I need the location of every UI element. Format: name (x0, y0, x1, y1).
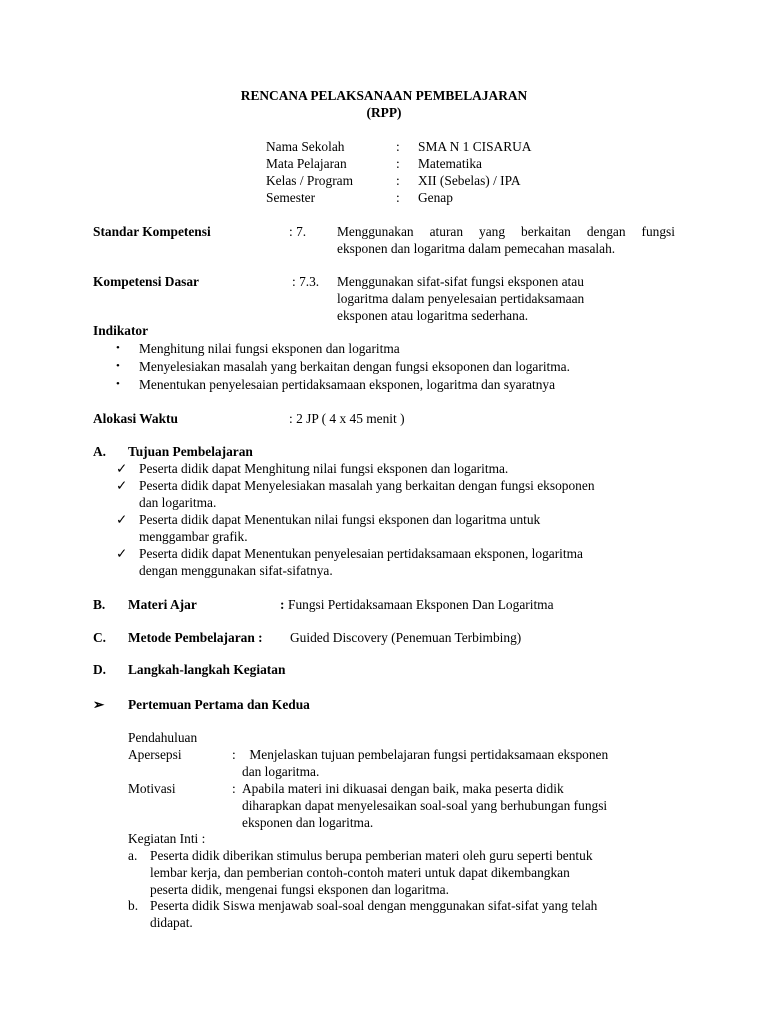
identity-label: Kelas / Program (266, 173, 354, 188)
indikator-item: Menentukan penyelesaian pertidaksamaan eksponen, logaritma dan syaratnya (139, 377, 556, 392)
motivasi-text: eksponen dan logaritma. (242, 815, 374, 830)
list-letter: b. (128, 898, 139, 913)
tujuan-item-continued: dengan menggunakan sifat-sifatnya. (139, 563, 333, 578)
standar-kompetensi-number: : 7. (289, 224, 307, 239)
section-letter: C. (93, 630, 107, 645)
kegiatan-inti-item-continued: didapat. (150, 915, 193, 930)
tujuan-item: Peserta didik dapat Menghitung nilai fungsi eksponen dan logaritma. (139, 461, 509, 476)
tujuan-heading: Tujuan Pembelajaran (128, 444, 253, 459)
section-letter: A. (93, 444, 107, 459)
motivasi-text: diharapkan dapat menyelesaikan soal-soal yang berhubungan fungsi (242, 798, 608, 813)
identity-label: Semester (266, 190, 316, 205)
standar-kompetensi-text: Menggunakan aturan yang berkaitan dengan fungsi (337, 224, 675, 239)
identity-colon: : (396, 139, 400, 154)
kompetensi-dasar-text: eksponen atau logaritma sederhana. (337, 308, 529, 323)
section-letter: D. (93, 662, 107, 677)
document-title: RENCANA PELAKSANAAN PEMBELAJARAN (240, 88, 528, 103)
kegiatan-inti-label: Kegiatan Inti : (128, 831, 206, 846)
bullet-icon: • (116, 378, 120, 390)
materi-colon: : (280, 597, 285, 612)
materi-value: Fungsi Pertidaksamaan Eksponen Dan Logaritma (288, 597, 554, 612)
checkmark-icon: ✓ (116, 461, 128, 476)
apersepsi-text: Menjelaskan tujuan pembelajaran fungsi pertidaksamaan eksponen (246, 747, 609, 762)
checkmark-icon: ✓ (116, 546, 128, 561)
identity-colon: : (396, 156, 400, 171)
motivasi-label: Motivasi (128, 781, 176, 796)
kegiatan-inti-item-continued: peserta didik, mengenai fungsi eksponen dan logaritma. (150, 882, 449, 897)
section-letter: B. (93, 597, 106, 612)
standar-kompetensi-text: eksponen dan logaritma dalam pemecahan masalah. (337, 241, 616, 256)
alokasi-waktu-label: Alokasi Waktu (93, 411, 178, 426)
apersepsi-text: dan logaritma. (242, 764, 320, 779)
identity-value: SMA N 1 CISARUA (418, 139, 532, 154)
pertemuan-heading: Pertemuan Pertama dan Kedua (128, 697, 310, 712)
identity-value: XII (Sebelas) / IPA (418, 173, 521, 188)
checkmark-icon: ✓ (116, 512, 128, 527)
kompetensi-dasar-text: logaritma dalam penyelesaian pertidaksamaan (337, 291, 585, 306)
alokasi-waktu-value: : 2 JP ( 4 x 45 menit ) (289, 411, 405, 426)
apersepsi-colon: : (232, 747, 236, 762)
bullet-icon: • (116, 360, 120, 372)
identity-colon: : (396, 173, 400, 188)
kompetensi-dasar-label: Kompetensi Dasar (93, 274, 200, 289)
indikator-item: Menghitung nilai fungsi eksponen dan logaritma (139, 341, 400, 356)
indikator-label: Indikator (93, 323, 149, 338)
kompetensi-dasar-text: Menggunakan sifat-sifat fungsi eksponen atau (337, 274, 584, 289)
metode-value: Guided Discovery (Penemuan Terbimbing) (290, 630, 522, 645)
identity-value: Matematika (418, 156, 482, 171)
tujuan-item: Peserta didik dapat Menentukan nilai fungsi eksponen dan logaritma untuk (139, 512, 541, 527)
metode-heading: Metode Pembelajaran : (128, 630, 263, 645)
indikator-item: Menyelesiakan masalah yang berkaitan dengan fungsi eksoponen dan logaritma. (139, 359, 570, 374)
identity-label: Nama Sekolah (266, 139, 345, 154)
langkah-heading: Langkah-langkah Kegiatan (128, 662, 286, 677)
tujuan-item: Peserta didik dapat Menentukan penyelesaian pertidaksamaan eksponen, logaritma (139, 546, 583, 561)
tujuan-item-continued: menggambar grafik. (139, 529, 248, 544)
arrow-bullet-icon: ➢ (93, 697, 105, 712)
motivasi-colon: : (232, 781, 236, 796)
identity-label: Mata Pelajaran (266, 156, 347, 171)
identity-value: Genap (418, 190, 453, 205)
kompetensi-dasar-number: : 7.3. (292, 274, 320, 289)
document-subtitle: (RPP) (366, 105, 402, 120)
list-letter: a. (128, 848, 138, 863)
apersepsi-label: Apersepsi (128, 747, 182, 762)
pendahuluan-label: Pendahuluan (128, 730, 198, 745)
standar-kompetensi-label: Standar Kompetensi (93, 224, 211, 239)
motivasi-text: Apabila materi ini dikuasai dengan baik, maka peserta didik (242, 781, 564, 796)
checkmark-icon: ✓ (116, 478, 128, 493)
materi-heading: Materi Ajar (128, 597, 197, 612)
tujuan-item: Peserta didik dapat Menyelesiakan masalah yang berkaitan dengan fungsi eksoponen (139, 478, 595, 493)
bullet-icon: • (116, 342, 120, 354)
kegiatan-inti-item: Peserta didik Siswa menjawab soal-soal dengan menggunakan sifat-sifat yang telah (150, 898, 598, 913)
identity-colon: : (396, 190, 400, 205)
kegiatan-inti-item-continued: lembar kerja, dan pemberian contoh-contoh materi untuk dapat dikembangkan (150, 865, 570, 880)
tujuan-item-continued: dan logaritma. (139, 495, 217, 510)
kegiatan-inti-item: Peserta didik diberikan stimulus berupa pemberian materi oleh guru seperti bentuk (150, 848, 593, 863)
